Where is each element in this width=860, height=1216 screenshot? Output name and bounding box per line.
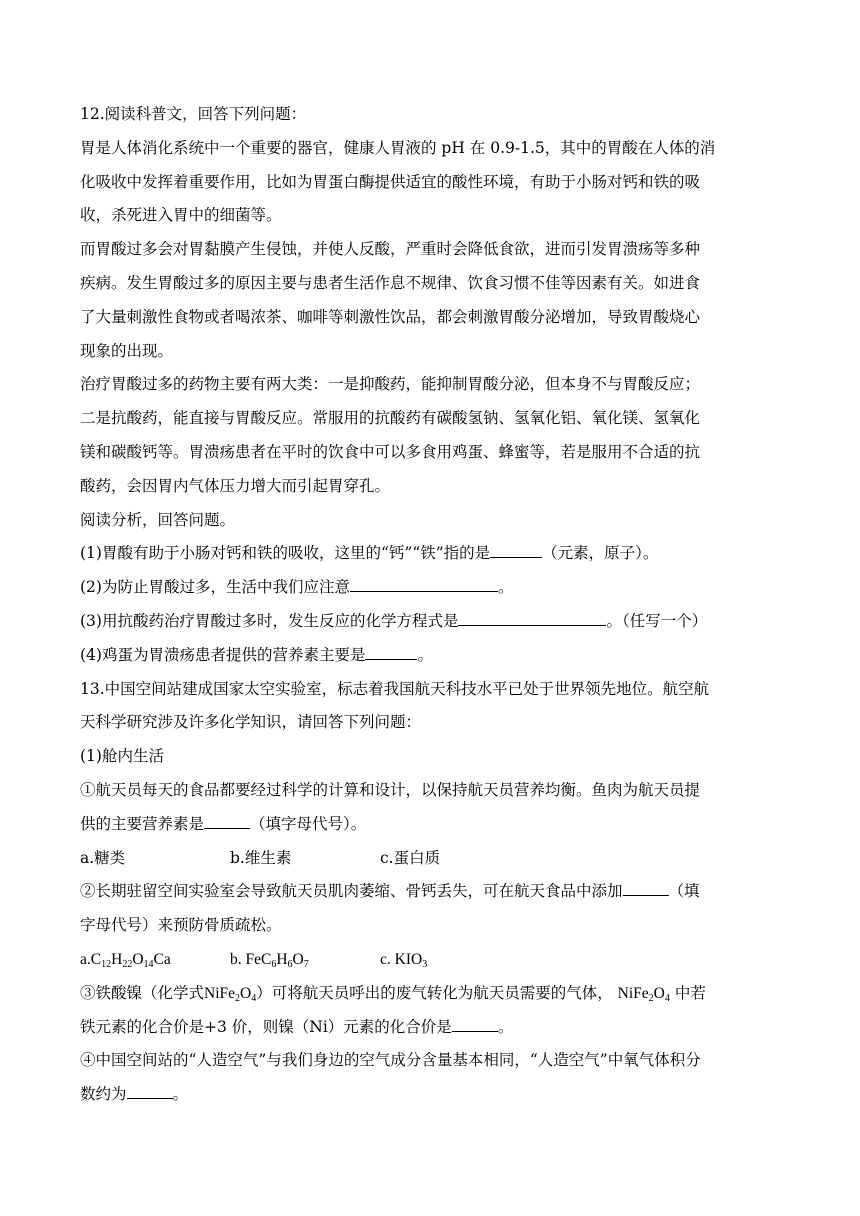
q12-p3-line: 酸药，会因胃内气体压力增大而引起胃穿孔。 (80, 476, 391, 495)
answer-blank[interactable] (350, 573, 498, 592)
q12-p2-line: 了大量刺激性食物或者喝浓茶、咖啡等刺激性饮品，都会刺激胃酸分泌增加，导致胃酸烧心 (80, 307, 701, 326)
q13-item1-options (80, 842, 780, 876)
q12-p1-line: 收，杀死进入胃中的细菌等。 (80, 206, 282, 225)
q12-p3-line: 二是抗酸药，能直接与胃酸反应。常服用的抗酸药有碳酸氢钠、氢氧化铝、氧化镁、氢氧化 (80, 409, 701, 428)
answer-blank[interactable] (490, 539, 542, 558)
answer-blank[interactable] (365, 641, 417, 660)
q13-part1-heading: (1)舱内生活 (80, 747, 164, 766)
option-b: b. $FeC_6H_6O_7$ (230, 950, 309, 970)
q13-item1-line1: ①航天员每天的食品都要经过科学的计算和设计，以保持航天员营养均衡。鱼肉为航天员提 (80, 780, 701, 799)
q13-item4-line2: 数约为 。 (80, 1078, 780, 1112)
q12-subquestion-3: (3)用抗酸药治疗胃酸过多时，发生反应的化学方程式是 。（任写一个） (80, 605, 780, 639)
option-c: c. $KIO_3$ (380, 950, 428, 970)
q12-p1-line: 化吸收中发挥着重要作用，比如为胃蛋白酶提供适宜的酸性环境，有助于小肠对钙和铁的吸 (80, 172, 701, 191)
q12-subquestion-4: (4)鸡蛋为胃溃疡患者提供的营养素主要是 。 (80, 639, 780, 673)
nickel-ferrite-formula: $NiFe_2O_4$ (617, 984, 670, 1004)
answer-blank[interactable] (204, 810, 250, 829)
q12-p2-line: 现象的出现。 (80, 341, 174, 360)
q12-p2-line: 疾病。发生胃酸过多的原因主要与患者生活作息不规律、饮食习惯不佳等因素有关。如进食 (80, 273, 701, 292)
q13-item2-options (80, 943, 780, 977)
q13-item4-line1: ④中国空间站的“人造空气”与我们身边的空气成分含量基本相同，“人造空气”中氧气体积分 (80, 1051, 701, 1070)
q13-item2-line1: ②长期驻留空间实验室会导致航天员肌肉萎缩、骨钙丢失，可在航天食品中添加 （填 (80, 875, 780, 909)
q12-p1-line: 胃是人体消化系统中一个重要的器官，健康人胃液的 pH 在 0.9-1.5，其中的胃酸在人体的消 (80, 138, 716, 157)
answer-blank[interactable] (623, 877, 669, 896)
q13-intro-line: 13.中国空间站建成国家太空实验室，标志着我国航天科技水平已处于世界领先地位。航空航 (80, 679, 710, 698)
option-a: a.糖类 (80, 848, 126, 867)
option-a: $a.C_{12}H_{22}O_{14}Ca$ (80, 950, 171, 970)
q12-lead: 阅读分析，回答问题。 (80, 510, 236, 529)
option-c: c.蛋白质 (380, 848, 441, 867)
q12-subquestion-1: (1)胃酸有助于小肠对钙和铁的吸收，这里的“钙”“铁”指的是 （元素，原子）。 (80, 537, 780, 571)
q13-item1-line2: 供的主要营养素是 （填字母代号）。 (80, 808, 780, 842)
q13-intro-line: 天科学研究涉及许多化学知识，请回答下列问题： (80, 713, 422, 732)
q13-item2-line2: 字母代号）来预防骨质疏松。 (80, 916, 282, 935)
document-page (80, 98, 780, 1112)
q12-p3-line: 镁和碳酸钙等。胃溃疡患者在平时的饮食中可以多食用鸡蛋、蜂蜜等，若是服用不合适的抗 (80, 442, 701, 461)
nickel-ferrite-formula: $NiFe_2O_4$ (204, 984, 257, 1004)
q12-p2-line: 而胃酸过多会对胃黏膜产生侵蚀，并使人反酸，严重时会降低食欲，进而引发胃溃疡等多种 (80, 240, 701, 259)
q12-title: 12.阅读科普文，回答下列问题： (80, 105, 307, 123)
q13-item3-line1: ③铁酸镍（化学式$NiFe_2O_4$）可将航天员呼出的废气转化为航天员需要的气体， $NiFe_2O_4$ 中若 (80, 983, 706, 1004)
option-b: b.维生素 (230, 848, 292, 867)
q12-subquestion-2: (2)为防止胃酸过多，生活中我们应注意 。 (80, 571, 780, 605)
answer-blank[interactable] (452, 1013, 498, 1032)
answer-blank[interactable] (127, 1080, 173, 1099)
q13-item3-line2: 铁元素的化合价是+3 价，则镍（Ni）元素的化合价是 。 (80, 1011, 780, 1045)
q12-p3-line: 治疗胃酸过多的药物主要有两大类：一是抑酸药，能抑制胃酸分泌，但本身不与胃酸反应； (80, 375, 701, 394)
answer-blank[interactable] (458, 607, 606, 626)
